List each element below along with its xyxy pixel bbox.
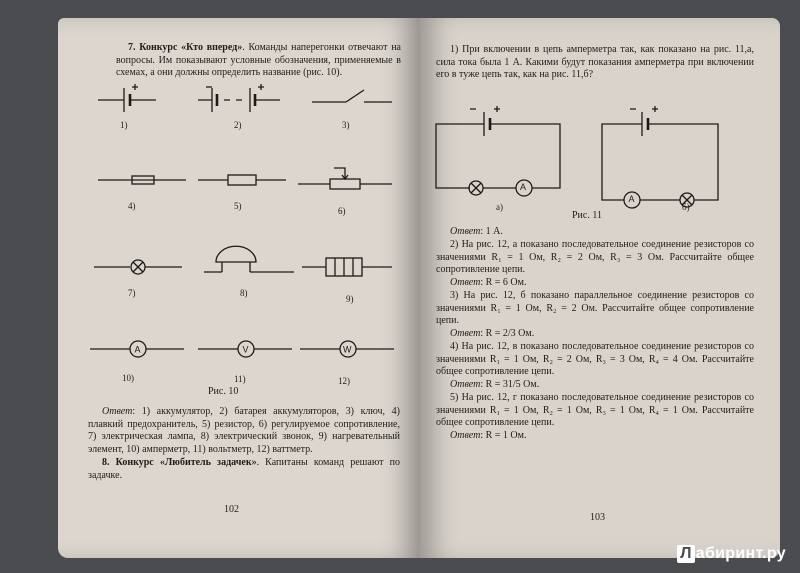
symbol-label-5: 5)	[234, 201, 242, 211]
problem-2: 2) На рис. 12, а показано последовательное соединение резисторов со значениями R₁ = 1 Ом, R₂ = 2 Ом, R₃ = 3 Ом. Рассчитайте общее сопротивление цепи.	[436, 239, 754, 276]
page-number-left: 102	[224, 504, 239, 515]
accumulator-symbol	[98, 82, 158, 118]
answer-label: Ответ	[102, 406, 133, 417]
answer-1-label: Ответ	[450, 226, 481, 237]
answer-2-label: Ответ	[450, 277, 481, 288]
symbol-label-6: 6)	[338, 206, 346, 216]
left-page	[58, 18, 420, 558]
svg-text:V: V	[242, 344, 249, 355]
problem-3: 3) На рис. 12, б показано параллельное соединение резисторов со значениями R₁ = 1 Ом, R₂ = 2 Ом. Рассчитайте общее сопротивление цепи.	[436, 290, 754, 327]
wattmeter-symbol	[300, 338, 396, 360]
answer-2	[436, 277, 754, 290]
circuit-a-diagram	[434, 102, 564, 194]
symbol-label-1: 1)	[120, 120, 128, 130]
problem-4: 4) На рис. 12, в показано последовательное соединение резисторов со значениями R₁ = 1 Ом, R₂ = 2 Ом, R₃ = 3 Ом, R₄ = 4 Ом. Рассчитайте общее сопротивление цепи.	[436, 341, 754, 378]
circuit-a-label: а)	[496, 202, 503, 212]
open-book	[58, 18, 780, 558]
lamp-symbol	[94, 256, 184, 278]
contest7-text: . Команды наперегонки отвечают на вопросы. Им показывают условные обозначения, применяемые в схемах, а они должны определить название (рис. 10).	[116, 42, 401, 79]
right-page	[420, 18, 780, 558]
switch-symbol	[312, 86, 394, 114]
figure-11-caption: Рис. 11	[572, 210, 602, 221]
contest7-title: 7. Конкурс «Кто вперед»	[128, 42, 243, 53]
resistor-symbol	[198, 172, 288, 188]
circuit-b-diagram	[600, 102, 730, 202]
contest8-title: 8. Конкурс «Любитель задачек»	[102, 457, 257, 468]
answer-1	[436, 226, 754, 239]
watermark-text: абиринт.ру	[695, 545, 786, 562]
answer-3	[436, 328, 754, 341]
answer-5-label: Ответ	[450, 430, 481, 441]
symbol-label-8: 8)	[240, 288, 248, 298]
symbol-label-3: 3)	[342, 120, 350, 130]
answer-3-value: : R = 2/3 Ом.	[480, 328, 535, 339]
svg-text:A: A	[134, 344, 141, 355]
symbol-label-11: 11)	[234, 374, 246, 384]
circuit-b-meter-letter: A	[628, 194, 635, 204]
watermark-badge: Л	[677, 545, 695, 563]
battery-symbol	[198, 82, 282, 118]
figure-10-caption: Рис. 10	[208, 386, 239, 397]
answer-5	[436, 430, 754, 443]
symbol-label-7: 7)	[128, 288, 136, 298]
answer-2-value: : R = 6 Ом.	[480, 277, 527, 288]
variable-resistor-symbol	[298, 164, 394, 192]
answer-4-value: : R = 31/5 Ом.	[480, 379, 540, 390]
contest8-paragraph	[88, 457, 400, 482]
answer-4	[436, 379, 754, 392]
answer-5-value: : R = 1 Ом.	[480, 430, 527, 441]
answer-1-value: : 1 А.	[480, 226, 503, 237]
problem-5: 5) На рис. 12, г показано последовательное соединение резисторов со значениями R₁ = 1 Ом, R₂ = 1 Ом, R₃ = 1 Ом, R₄ = 1 Ом. Рассчитайте общее сопротивление цепи.	[436, 392, 754, 429]
heating-element-symbol	[302, 256, 394, 278]
bell-symbol	[204, 248, 296, 276]
contest8-text: . Капитаны команд решают по задачке.	[88, 457, 400, 481]
symbol-label-9: 9)	[346, 294, 354, 304]
ammeter-symbol	[90, 338, 186, 360]
answer-paragraph-left	[88, 406, 400, 456]
answer-text: : 1) аккумулятор, 2) батарея аккумуляторов, 3) ключ, 4) плавкий предохранитель, 5) резистор, 6) регулируемое сопротивление, 7) электрическая лампа, 8) электрический звонок, 9) нагревательный элемент, 10) амперметр, 11) вольтметр, 12) ваттметр.	[88, 406, 400, 455]
voltmeter-symbol	[198, 338, 294, 360]
symbol-label-4: 4)	[128, 201, 136, 211]
answer-3-label: Ответ	[450, 328, 481, 339]
labirint-watermark	[677, 545, 786, 563]
symbol-label-10: 10)	[122, 373, 134, 383]
symbol-label-12: 12)	[338, 376, 350, 386]
circuit-b-label: б)	[682, 202, 690, 212]
answer-4-label: Ответ	[450, 379, 481, 390]
page-number-right: 103	[590, 512, 605, 523]
symbol-label-2: 2)	[234, 120, 242, 130]
svg-text:W: W	[343, 344, 352, 355]
circuit-a-meter-letter: A	[520, 182, 527, 192]
fuse-symbol	[98, 172, 188, 188]
contest7-paragraph	[116, 42, 401, 80]
problem-1: 1) При включении в цепь амперметра так, как показано на рис. 11,а, сила тока была 1 А. Какими будут показания амперметра при включении его в туже цепь так, как на рис. 11,б?	[436, 44, 754, 81]
